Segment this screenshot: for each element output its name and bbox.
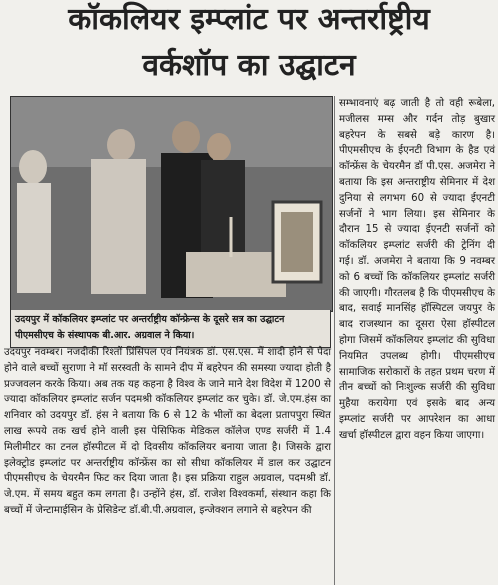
- news-photo: [10, 96, 333, 312]
- column-divider: [334, 96, 335, 585]
- photo-scene: [11, 97, 332, 311]
- article-right-column: [339, 96, 495, 444]
- photo-caption: उदयपुर में कॉकलियर इम्प्लांट पर अन्तर्राष्ट्रीय कॉन्फ्रेन्स के दूसरे सत्र का उद्घाटन पीएमसीएच के संस्थापक बी.आर. अग्रवाल ने किया।: [10, 310, 331, 348]
- headline-line-1: कॉकलियर इम्प्लांट पर अन्तर्राष्ट्रीय: [68, 2, 430, 37]
- article-left-column: [4, 345, 331, 519]
- article-right-text: सम्भावनाएं बढ़ जाती है तो वही रूबेला, मजीलस मम्स और गर्दन तोड़ बुखार बहरेपन के सबसे बड़े कारण है। पीएमसीएच के ईएनटी विभाग के हैड एवं कॉन्फ्रेंस के चेयरमैन डॉ पी.एस. अजमेरा ने बताया कि इस अन्तराष्ट्रीय सेमिनार में देश दुनिया से लगभग 60 से ज्यादा ईएनटी सर्जनों ने भाग लिया। इस सेमिनार के दौरान 15 से ज्यादा ईएनटी सर्जनों को कॉकलियर इम्प्लांट सर्जरी की ट्रेनिंग दी गई। डॉ. अजमेरा ने बताया कि 9 नवम्बर को 6 बच्चों कि कॉकलियर इम्प्लांट सर्जरी की जाएगी। गौरतलब है कि पीएमसीएच के बाद, सवाई मानसिंह हॉस्पिटल जयपुर के बाद राजस्थान का दूसरा ऐसा हॉस्पीटल होगा जिसमें कॉकलियर इम्प्लांट की सुविधा नियमित उपलब्ध होगी। पीएमसीएच सामाजिक सरोकारों के तहत प्रथम चरण में तीन बच्चों को निःशुल्क सर्जरी की सुविधा मुहैया करायेगा एवं इसके बाद अन्य इम्प्लांट सर्जरी पर आपरेशन का आधा खर्चा हॉस्पीटल द्वारा वहन किया जाएगा।: [339, 98, 495, 441]
- article-left-text: उदयपुर नवम्बर। नजदीकी रिश्तों प्रिंसिपल एवं नियंत्रक डॉ. एस.एस. में शादी होने से पैदा होने वाले बच्चों सुराणा ने मॉ सरस्वती के सामने दीप में बहरेपन की समस्या ज्यादा होती है प्रज्जवलन करके किया। अब तक यह कहना है विश्व के जाने माने देश विदेश में 1200 से ज्यादा कॉकलियर इम्प्लांट सर्जन पदमश्री कॉकलियर इम्प्लांट कर चुके। डॉ. जे.एम.हंस का शनिवार को उदयपुर डॉ. हंस ने बताया कि 6 से 12 के भीलों का बेदला प्रतापपुरा स्थित लाख रूपये तक खर्च होने वाली इस पेसिफिक मेडिकल कॉलेज एण्ड सर्जरी में 1.4 मिलीमीटर का टनल हॉस्पीटल में दो दिवसीय कॉकलियर बनाया जाता है। जिसके द्वारा इलेक्ट्रोड इम्प्लांट पर अन्तर्राष्ट्रीय कॉन्फ्रेंस का सो सीधा कॉकलियर में डाल कर उद्घाटन पीएमसीएच के चेयरमैन फिट कर दिया जाता है। इस प्रक्रिया राहुल अग्रवाल, पदमश्री डॉ. जे.एम. में समय बहुत कम लगता है। उन्होंने हंस, डॉ. राजेश विश्वकर्मा, संस्थान कहा कि बच्चों में जेन्टामाईसिन के प्रेसिडेन्ट डॉ.बी.पी.अग्रवाल, इन्जेक्शन लगाने से बहरेपन की: [4, 347, 331, 516]
- headline-line-2: वर्कशॉप का उद्घाटन: [142, 48, 356, 83]
